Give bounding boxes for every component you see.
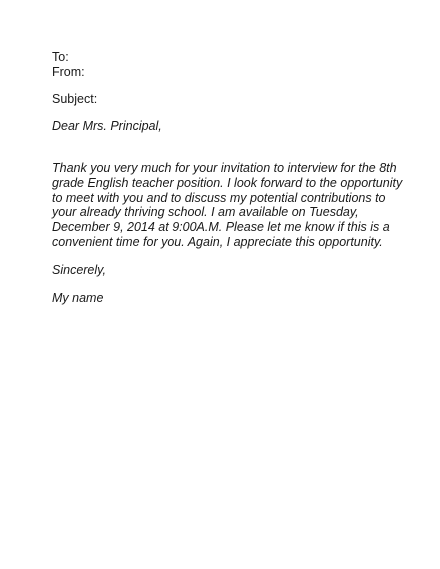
letter-body	[52, 161, 412, 250]
from-label: From:	[52, 65, 85, 79]
signature: My name	[52, 290, 104, 305]
closing: Sincerely,	[52, 262, 106, 277]
body-line: to meet with you and to discuss my potential contributions to	[52, 190, 386, 205]
subject-label: Subject:	[52, 92, 98, 106]
to-label: To:	[52, 50, 69, 64]
body-line: December 9, 2014 at 9:00A.M. Please let me know if this is a	[52, 220, 390, 235]
body-line: your already thriving school. I am available on Tuesday,	[52, 205, 359, 220]
body-line: Thank you very much for your invitation to interview for the 8th	[52, 161, 397, 175]
letter-content	[52, 50, 412, 306]
body-line: grade English teacher position. I look forward to the opportunity	[52, 175, 403, 190]
salutation: Dear Mrs. Principal,	[52, 119, 162, 133]
body-line: convenient time for you. Again, I appreciate this opportunity.	[52, 234, 383, 249]
